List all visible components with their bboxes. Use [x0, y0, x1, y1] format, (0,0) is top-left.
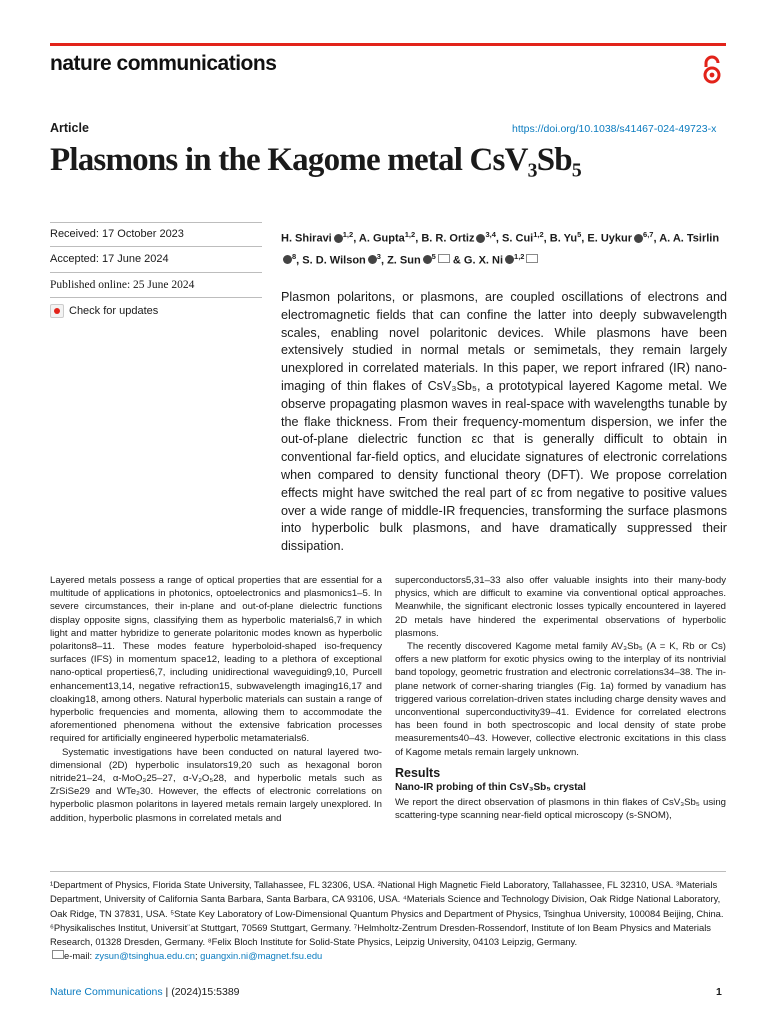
affiliations-footnote: [50, 878, 726, 964]
orcid-icon[interactable]: [368, 255, 377, 264]
page-number: 1: [716, 986, 722, 998]
author-affiliation: 6,7: [643, 230, 654, 239]
author-name: A. A. Tsirlin: [659, 232, 720, 245]
author-affiliation: 1,2: [342, 230, 354, 239]
footer-volume: | (2024)15:5389: [162, 986, 240, 998]
author-name: S. Cui: [502, 232, 534, 245]
article-type-label: Article: [50, 121, 89, 135]
meta-divider: [50, 246, 262, 247]
email-icon[interactable]: [438, 254, 450, 263]
author-name: B. Yu: [549, 232, 578, 245]
email-link[interactable]: zysun@tsinghua.edu.cn: [94, 950, 195, 962]
body-paragraph: Layered metals possess a range of optical properties that are essential for a multitude of applications in photonics, optoelectronics and plasmonics1–5. In severe circumstances, their in-plane and out-of-plane dielectric functions display opposite signs, classifying them as hyperbolic materials6,7 in which light and matter hybridize to generate polaritonic modes known as hyperbolic polaritons8–11. These modes feature hyperboloid-shaped iso-frequency surfaces (IFS) in momentum space12, leading to a plethora of exceptional nano-optical properties6,7, including unidirectional waveguiding9,10, Purcell enhancement13,14, negative refraction15, subwavelength imaging16,17 and cloaking18, among others. Natural hyperbolic materials can sustain a range of hyperbolic frequencies and momenta, allowing them to accommodate the aforementioned phenomena without the extensive fabrication processes required for artificially engineered hyperbolic metamaterials6.: [50, 575, 382, 745]
abstract: Plasmon polaritons, or plasmons, are coupled oscillations of electrons and electromagnetic fields that can confine the latter into deeply subwavelength scales, enabling novel polaritonic devices. While plasmons have been extensively studied in normal metals or semimetals, they remain largely unexplored in correlated materials. In this paper, we report infrared (IR) nano-imaging of thin flakes of CsV₃Sb₅, a prototypical layered Kagome metal. We observe propagating plasmon waves in real-space with wavelengths tunable by the flake thickness. From their frequency-momentum dispersion, we infer the out-of-plane dielectric function εc that is generally difficult to obtain in conventional far-field optics, and elucidate signatures of electronic correlations when compared to density functional theory (DFT). We propose correlation effects might have switched the real part of εc from negative to positive values over a wide range of middle-IR frequencies, transforming the surface plasmons into hyperbolic bulk plasmons, and have dramatically suppressed their dissipation.: [281, 290, 727, 554]
author-affiliation: 3: [376, 251, 381, 261]
meta-divider: [50, 297, 262, 298]
author-affiliation: 5: [431, 251, 436, 261]
author-name: Z. Sun: [387, 254, 421, 267]
author-name: A. Gupta: [358, 232, 405, 245]
author-affiliation: 1,2: [404, 230, 416, 239]
affiliations-text: ¹Department of Physics, Florida State University, Tallahassee, FL 32306, USA. ²National High Magnetic Field Laboratory, Tallahassee, FL 32310, USA. ³Materials Department, University of California Santa Barbara, Santa Barbara, CA 93106, USA. ⁴Materials Science and Technology Division, Oak Ridge National Laboratory, Oak Ridge, TN 37831, USA. ⁵State Key Laboratory of Low-Dimensional Quantum Physics and Department of Physics, Tsinghua University, 100084 Beijing, China. ⁶Physikalisches Institut, Universit¨at Stuttgart, 70569 Stuttgart, Germany. ⁷Helmholtz-Zentrum Dresden-Rossendorf, Institute of Ion Beam Physics and Materials Research, 01328 Dresden, Germany. ⁸Felix Bloch Institute for Solid-State Physics, Leipzig University, 04103 Leipzig, Germany.: [50, 879, 724, 948]
accepted-date: Accepted: 17 June 2024: [50, 253, 169, 265]
check-updates-label: Check for updates: [69, 305, 159, 317]
email-icon: [52, 950, 64, 959]
check-updates-icon: [50, 304, 64, 318]
orcid-icon[interactable]: [334, 234, 343, 243]
email-separator: ;: [194, 950, 201, 962]
orcid-icon[interactable]: [505, 255, 514, 264]
orcid-icon[interactable]: [423, 255, 432, 264]
author-list: H. Shiravi $^{1,2}$, A. Gupta$^{1,2}$, B. R. Ortiz $^{3,4}$, S. Cui$^{1,2}$, B. Yu$^5$, E. Uykur $^{6,7}$, A. A. Tsirlin$^8$, S. D. Wilson $^3$, Z. Sun $^5$ & G. X. Ni $^{1,2}$: [281, 230, 720, 267]
body-column-left: [50, 574, 382, 825]
body-paragraph: The recently discovered Kagome metal family AV₃Sb₅ (A = K, Rb or Cs) offers a new platform for exotic physics owing to the interplay of its nontrivial band topology, geometric frustration and electronic correlations34–38. The in-plane network of corner-sharing triangles (Fig. 1a) formed by vanadium has triggered various correlation-driven states including charge density waves and unconventional superconductivity39–41. Evidence for correlated electrons has been found in both spectroscopic and local density of state probe measurements40–43. However, collective electronic excitations in this class of Kagome metals remain largely unknown.: [395, 641, 726, 758]
author-affiliation: 3,4: [485, 230, 496, 239]
meta-divider: [50, 272, 262, 273]
check-for-updates-button[interactable]: [50, 304, 158, 318]
body-paragraph: superconductors5,31–33 also offer valuable insights into their many-body physics, which are difficult to examine via conventional optical approaches. Meanwhile, the significant electronic losses typically encountered in layered 2D metals have hindered the experimental observations of hyperbolic plasmons.: [395, 575, 726, 639]
email-icon[interactable]: [526, 254, 538, 263]
header-rule: [50, 43, 726, 46]
footer-journal-link[interactable]: Nature Communications: [50, 986, 163, 998]
email-label: e-mail:: [64, 950, 95, 962]
author-name: E. Uykur: [587, 232, 633, 245]
received-date: Received: 17 October 2023: [50, 228, 184, 240]
author-name: B. R. Ortiz: [421, 232, 475, 245]
subsection-heading: Nano-IR probing of thin CsV₃Sb₅ crystal: [395, 782, 586, 794]
footer-citation: [50, 986, 240, 998]
orcid-icon[interactable]: [283, 255, 292, 264]
body-column-right: [395, 574, 726, 823]
author-name: H. Shiravi: [281, 232, 332, 245]
orcid-icon[interactable]: [634, 234, 643, 243]
author-affiliation: 1,2: [533, 230, 544, 239]
author-affiliation: 8: [292, 251, 297, 261]
author-name: G. X. Ni: [463, 254, 504, 267]
author-affiliation: 5: [577, 230, 582, 239]
body-paragraph: Systematic investigations have been conducted on natural layered two-dimensional (2D) hyperbolic insulators19,20 such as hexagonal boron nitride21–24, α-MoO₃25–27, α-V₂O₅28, and hyperbolic metals such as ZrSiSe29 and WTe₂30. However, the effects of electronic correlations on hyperbolic plasmon polaritons in layered metals remain largely unexplored. In addition, hyperbolic plasmons in correlated metals and: [50, 746, 382, 824]
meta-divider: [50, 222, 262, 223]
journal-name[interactable]: nature communications: [50, 52, 277, 75]
article-title: Plasmons in the Kagome metal CsV₃Sb₅: [50, 142, 581, 178]
footnote-divider: [50, 871, 726, 872]
doi-link[interactable]: https://doi.org/10.1038/s41467-024-49723-x: [512, 123, 717, 135]
published-date: Published online: 25 June 2024: [50, 279, 195, 291]
section-heading: Results: [395, 765, 441, 780]
author-name: S. D. Wilson: [302, 254, 366, 267]
email-link[interactable]: guangxin.ni@magnet.fsu.edu: [200, 950, 323, 962]
body-paragraph: We report the direct observation of plasmons in thin flakes of CsV₃Sb₅ using scattering-type scanning near-field optical microscopy (s-SNOM),: [395, 797, 726, 822]
author-affiliation: 1,2: [514, 251, 525, 261]
open-access-icon[interactable]: [700, 55, 724, 85]
